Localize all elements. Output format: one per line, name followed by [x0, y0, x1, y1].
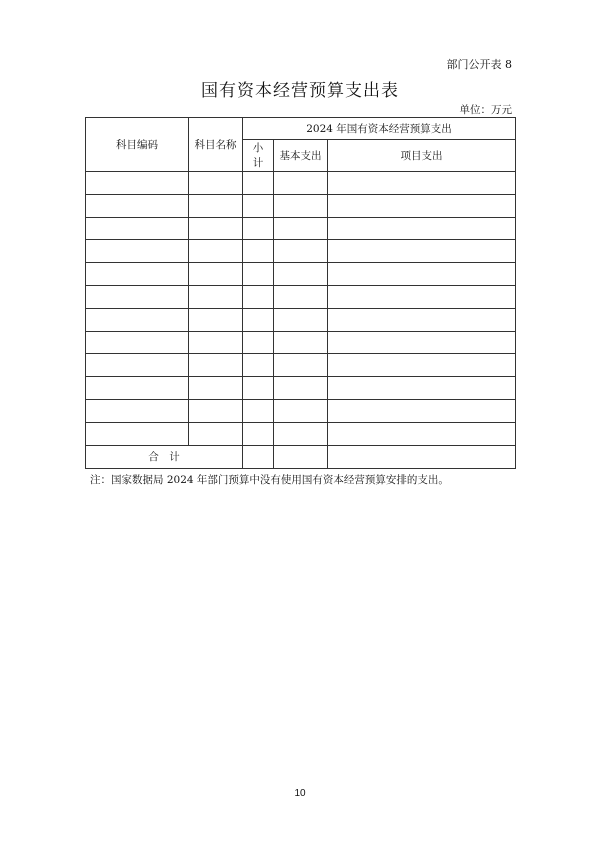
table-cell: [189, 217, 243, 240]
table-row: [86, 240, 516, 263]
table-cell: [86, 285, 189, 308]
col-code-header: 科目编码: [86, 118, 189, 172]
table-row: [86, 354, 516, 377]
table-cell: [328, 331, 516, 354]
table-cell: [189, 354, 243, 377]
table-cell: [86, 217, 189, 240]
table-cell: [328, 399, 516, 422]
subtotal-char-1: 小: [252, 141, 264, 154]
table-cell: [189, 172, 243, 195]
table-cell: [274, 217, 328, 240]
table-cell: [189, 422, 243, 445]
table-cell: [274, 377, 328, 400]
budget-table: [85, 117, 516, 469]
table-cell: [274, 240, 328, 263]
col-name-header: 科目名称: [189, 118, 243, 172]
table-cell: [274, 354, 328, 377]
total-cell: [274, 445, 328, 468]
total-cell: [328, 445, 516, 468]
table-row: [86, 377, 516, 400]
table-cell: [328, 172, 516, 195]
table-cell: [274, 308, 328, 331]
table-cell: [189, 285, 243, 308]
table-cell: [328, 354, 516, 377]
table-cell: [274, 263, 328, 286]
table-cell: [189, 377, 243, 400]
table-cell: [86, 354, 189, 377]
table-row: [86, 285, 516, 308]
page-title: 国有资本经营预算支出表: [201, 81, 399, 101]
table-cell: [189, 399, 243, 422]
table-cell: [328, 422, 516, 445]
table-cell: [274, 172, 328, 195]
table-cell: [274, 422, 328, 445]
table-cell: [328, 308, 516, 331]
table-cell: [86, 240, 189, 263]
table-cell: [86, 172, 189, 195]
table-row: [86, 172, 516, 195]
table-row: [86, 399, 516, 422]
table-cell: [328, 377, 516, 400]
table-cell: [274, 194, 328, 217]
table-cell: [243, 331, 274, 354]
table-cell: [243, 194, 274, 217]
table-cell: [86, 308, 189, 331]
total-cell: [243, 445, 274, 468]
table-cell: [328, 285, 516, 308]
table-cell: [274, 399, 328, 422]
table-cell: [243, 217, 274, 240]
table-cell: [243, 399, 274, 422]
table-cell: [189, 194, 243, 217]
table-cell: [86, 194, 189, 217]
table-cell: [328, 263, 516, 286]
page-number: 10: [294, 788, 306, 799]
table-row: [86, 217, 516, 240]
group-header: 2024 年国有资本经营预算支出: [243, 118, 516, 140]
table-cell: [189, 308, 243, 331]
table-cell: [189, 263, 243, 286]
table-row: [86, 422, 516, 445]
table-cell: [243, 422, 274, 445]
table-cell: [243, 377, 274, 400]
table-cell: [189, 331, 243, 354]
table-cell: [243, 354, 274, 377]
table-body: [86, 172, 516, 469]
col-subtotal-header: [243, 140, 274, 172]
subtotal-char-2: 计: [252, 156, 264, 169]
table-row: [86, 331, 516, 354]
table-cell: [274, 285, 328, 308]
table-row: [86, 194, 516, 217]
table-cell: [243, 240, 274, 263]
table-cell: [243, 308, 274, 331]
table-cell: [189, 240, 243, 263]
table-cell: [86, 377, 189, 400]
table-cell: [86, 331, 189, 354]
table-cell: [274, 331, 328, 354]
table-cell: [243, 172, 274, 195]
table-cell: [243, 285, 274, 308]
table-cell: [243, 263, 274, 286]
table-cell: [328, 194, 516, 217]
table-cell: [86, 263, 189, 286]
table-cell: [86, 399, 189, 422]
table-row: [86, 263, 516, 286]
col-project-header: 项目支出: [328, 140, 516, 172]
table-cell: [328, 240, 516, 263]
total-row: [86, 445, 516, 468]
table-cell: [86, 422, 189, 445]
footnote: 注：国家数据局 2024 年部门预算中没有使用国有资本经营预算安排的支出。: [90, 474, 449, 486]
table-row: [86, 308, 516, 331]
col-basic-header: 基本支出: [274, 140, 328, 172]
table-tag: 部门公开表 8: [446, 58, 512, 71]
table-cell: [328, 217, 516, 240]
unit-label: 单位：万元: [459, 104, 512, 116]
total-label: 合 计: [86, 445, 243, 468]
